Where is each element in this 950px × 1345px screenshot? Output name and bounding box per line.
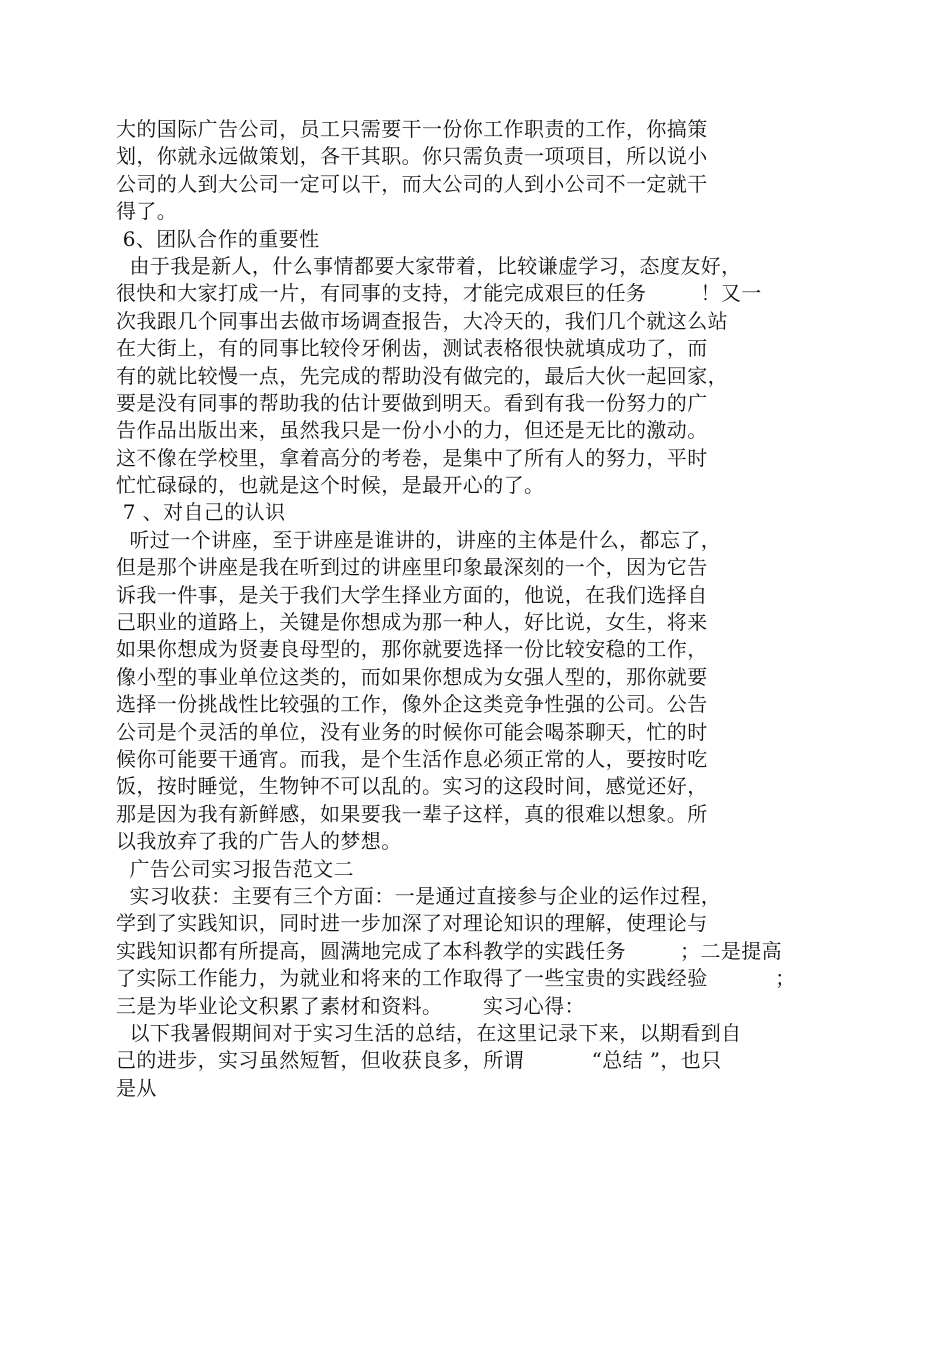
text-line: 划，你就永远做策划，各干其职。你只需负责一项项目，所以说小 <box>116 144 708 169</box>
text-line: 这不像在学校里，拿着高分的考卷，是集中了所有人的努力，平时 <box>116 445 708 470</box>
text-line: 告作品出版出来，虽然我只是一份小小的力，但还是无比的激动。 <box>116 418 708 443</box>
text-line: 以我放弃了我的广告人的梦想。 <box>116 829 402 854</box>
text-line: 次我跟几个同事出去做市场调查报告，大冷天的，我们几个就这么站 <box>116 308 728 333</box>
text-line: 很快和大家打成一片，有同事的支持，才能完成艰巨的任务 ！又一 <box>116 281 762 306</box>
text-line: 了实际工作能力，为就业和将来的工作取得了一些宝贵的实践经验 ； <box>116 966 796 991</box>
text-line: 那是因为我有新鲜感，如果要我一辈子这样，真的很难以想象。所 <box>116 801 708 826</box>
text-line: 像小型的事业单位这类的，而如果你想成为女强人型的，那你就要 <box>116 664 708 689</box>
text-line: 公司的人到大公司一定可以干，而大公司的人到小公司不一定就干 <box>116 171 708 196</box>
text-line: 诉我一件事，是关于我们大学生择业方面的，他说，在我们选择自 <box>116 582 708 607</box>
text-line: 要是没有同事的帮助我的估计要做到明天。看到有我一份努力的广 <box>116 390 708 415</box>
text-line: 是从 <box>116 1075 157 1100</box>
text-line: 候你可能要干通宵。而我，是个生活作息必须正常的人，要按时吃 <box>116 746 708 771</box>
section-heading: 6、团队合作的重要性 <box>116 226 320 251</box>
body-text <box>116 116 836 1102</box>
section-heading: 广告公司实习报告范文二 <box>116 856 354 881</box>
text-line: 听过一个讲座，至于讲座是谁讲的，讲座的主体是什么，都忘了， <box>116 527 722 552</box>
text-line: 三是为毕业论文积累了素材和资料。 实习心得： <box>116 993 585 1018</box>
text-line: 公司是个灵活的单位，没有业务的时候你可能会喝茶聊天，忙的时 <box>116 719 708 744</box>
section-heading: 7 、对自己的认识 <box>116 500 286 525</box>
text-line: 学到了实践知识，同时进一步加深了对理论知识的理解，使理论与 <box>116 911 708 936</box>
text-line: 得了。 <box>116 199 178 224</box>
text-line: 由于我是新人，什么事情都要大家带着，比较谦虚学习，态度友好， <box>116 253 742 278</box>
text-line: 以下我暑假期间对于实习生活的总结，在这里记录下来，以期看到自 <box>116 1020 742 1045</box>
text-line: 饭，按时睡觉，生物钟不可以乱的。实习的这段时间，感觉还好， <box>116 774 708 799</box>
text-line: 己的进步，实习虽然短暂，但收获良多，所谓 “总结 ”，也只 <box>116 1048 722 1073</box>
text-line: 大的国际广告公司，员工只需要干一份你工作职责的工作，你搞策 <box>116 117 708 141</box>
text-line: 如果你想成为贤妻良母型的，那你就要选择一份比较安稳的工作， <box>116 637 708 662</box>
text-line: 实践知识都有所提高，圆满地完成了本科教学的实践任务 ；二是提高 <box>116 938 783 963</box>
text-line: 己职业的道路上，关键是你想成为那一种人，好比说，女生，将来 <box>116 610 708 635</box>
text-line: 在大街上，有的同事比较伶牙俐齿，测试表格很快就填成功了，而 <box>116 336 708 361</box>
text-line: 忙忙碌碌的，也就是这个时候，是最开心的了。 <box>116 473 545 498</box>
text-line: 实习收获：主要有三个方面：一是通过直接参与企业的运作过程， <box>116 883 722 908</box>
text-line: 但是那个讲座是我在听到过的讲座里印象最深刻的一个，因为它告 <box>116 555 708 580</box>
text-line: 有的就比较慢一点，先完成的帮助没有做完的，最后大伙一起回家， <box>116 363 728 388</box>
text-line: 选择一份挑战性比较强的工作，像外企这类竞争性强的公司。公告 <box>116 692 708 717</box>
